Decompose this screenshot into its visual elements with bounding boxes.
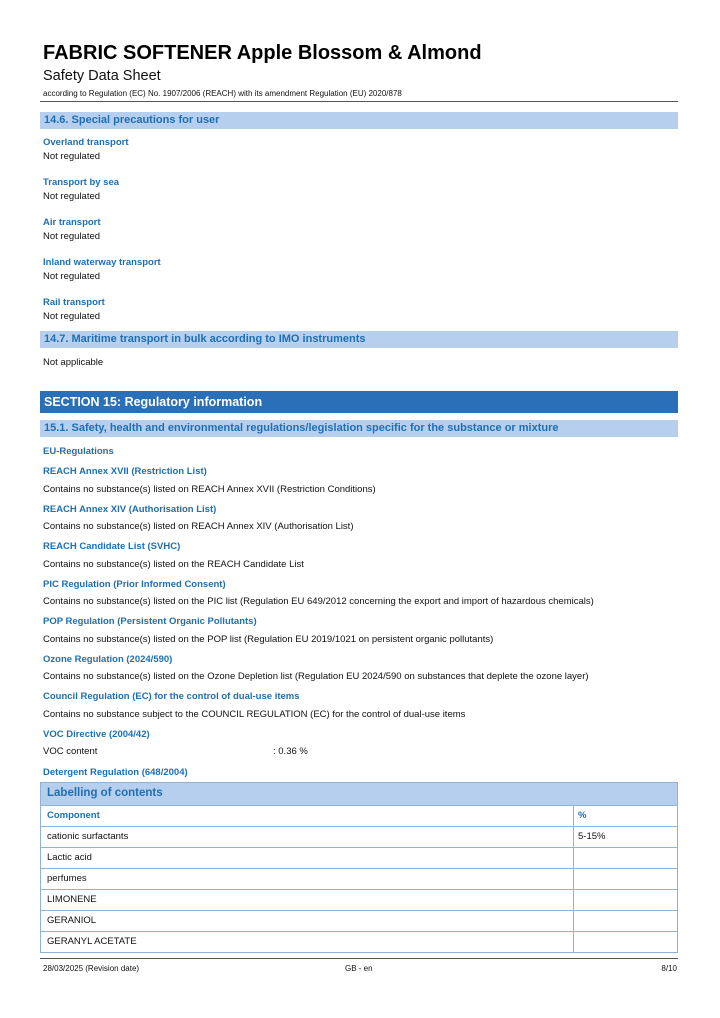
reach-annex-xvii-label: REACH Annex XVII (Restriction List) [43, 466, 207, 477]
component-column-header: Component [47, 810, 100, 821]
column-divider [573, 911, 574, 931]
component-cell: perfumes [47, 873, 87, 884]
dual-use-value: Contains no substance subject to the COUNCIL REGULATION (EC) for the control of dual-use items [43, 709, 466, 720]
inland-waterway-value: Not regulated [43, 271, 101, 282]
column-divider [573, 869, 574, 889]
section-14-6-title: 14.6. Special precautions for user [44, 114, 220, 126]
section-14-7-heading [40, 331, 678, 348]
pop-regulation-value: Contains no substance(s) listed on the POP list (Regulation EU 2019/1021 on persistent organic pollutants) [43, 634, 494, 645]
column-divider [573, 827, 574, 847]
dual-use-label: Council Regulation (EC) for the control of dual-use items [43, 691, 300, 702]
table-row [41, 869, 677, 890]
section-15-heading [40, 391, 678, 413]
component-cell: cationic surfactants [47, 831, 129, 842]
detergent-regulation-label: Detergent Regulation (648/2004) [43, 767, 188, 778]
overland-transport-value: Not regulated [43, 151, 101, 162]
table-row [41, 890, 677, 911]
section-14-7-title: 14.7. Maritime transport in bulk according to IMO instruments [44, 333, 366, 345]
section-15-1-title: 15.1. Safety, health and environmental regulations/legislation specific for the substance or mixture [44, 422, 559, 434]
reach-candidate-label: REACH Candidate List (SVHC) [43, 541, 181, 552]
document-subtitle: Safety Data Sheet [43, 68, 161, 84]
document-title: FABRIC SOFTENER Apple Blossom & Almond [43, 42, 482, 64]
percent-cell: 5-15% [578, 831, 606, 842]
component-cell: LIMONENE [47, 894, 97, 905]
rail-transport-value: Not regulated [43, 311, 101, 322]
reach-annex-xvii-value: Contains no substance(s) listed on REACH Annex XVII (Restriction Conditions) [43, 484, 376, 495]
component-cell: Lactic acid [47, 852, 92, 863]
labelling-table [40, 782, 678, 953]
column-divider [573, 890, 574, 910]
pop-regulation-label: POP Regulation (Persistent Organic Pollutants) [43, 616, 257, 627]
regulation-note: according to Regulation (EC) No. 1907/2006 (REACH) with its amendment Regulation (EU) 2020/878 [43, 89, 402, 98]
section-14-6-heading [40, 112, 678, 129]
header-divider [40, 101, 678, 102]
revision-date: 28/03/2025 (Revision date) [43, 964, 140, 973]
page-number: 8/10 [661, 964, 677, 973]
air-transport-label: Air transport [43, 217, 101, 228]
reach-annex-xiv-value: Contains no substance(s) listed on REACH Annex XIV (Authorisation List) [43, 521, 354, 532]
table-header-row [41, 806, 677, 827]
table-row [41, 827, 677, 848]
pic-regulation-label: PIC Regulation (Prior Informed Consent) [43, 579, 226, 590]
air-transport-value: Not regulated [43, 231, 101, 242]
inland-waterway-label: Inland waterway transport [43, 257, 161, 268]
voc-content-key: VOC content [43, 746, 98, 757]
reach-annex-xiv-label: REACH Annex XIV (Authorisation List) [43, 504, 217, 515]
pic-regulation-value: Contains no substance(s) listed on the PIC list (Regulation EU 649/2012 concerning the export and import of hazardous chemicals) [43, 596, 594, 607]
table-row [41, 932, 677, 952]
column-divider [573, 848, 574, 868]
column-divider [573, 806, 574, 826]
ozone-regulation-value: Contains no substance(s) listed on the Ozone Depletion list (Regulation EU 2024/590 on substances that deplete the ozone layer) [43, 671, 589, 682]
column-divider [573, 932, 574, 952]
section-15-1-heading [40, 420, 678, 437]
language-code: GB - en [345, 964, 373, 973]
reach-candidate-value: Contains no substance(s) listed on the REACH Candidate List [43, 559, 304, 570]
voc-directive-label: VOC Directive (2004/42) [43, 729, 150, 740]
table-row [41, 911, 677, 932]
rail-transport-label: Rail transport [43, 297, 105, 308]
overland-transport-label: Overland transport [43, 137, 129, 148]
footer-divider [40, 958, 678, 959]
labelling-table-title-row [41, 783, 677, 806]
sea-transport-value: Not regulated [43, 191, 101, 202]
section-15-title: SECTION 15: Regulatory information [44, 395, 263, 409]
table-row [41, 848, 677, 869]
labelling-table-title: Labelling of contents [47, 787, 163, 799]
component-cell: GERANIOL [47, 915, 97, 926]
imo-value: Not applicable [43, 357, 104, 368]
eu-regulations-label: EU-Regulations [43, 446, 114, 457]
voc-content-value: : 0.36 % [273, 746, 308, 757]
percent-column-header: % [578, 810, 587, 821]
ozone-regulation-label: Ozone Regulation (2024/590) [43, 654, 173, 665]
component-cell: GERANYL ACETATE [47, 936, 137, 947]
sea-transport-label: Transport by sea [43, 177, 120, 188]
